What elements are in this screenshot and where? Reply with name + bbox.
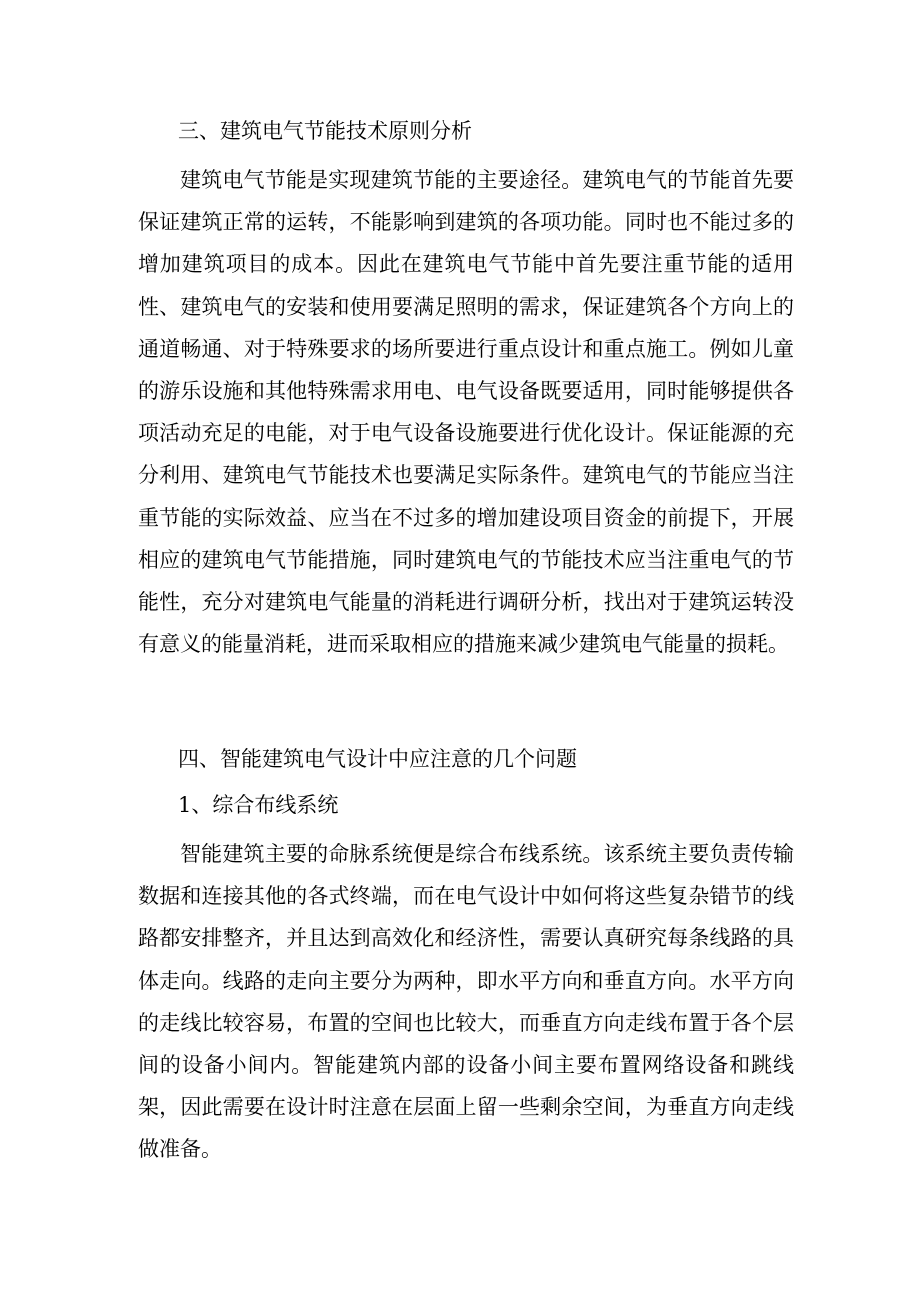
section-four-heading: 四、智能建筑电气设计中应注意的几个问题 (178, 747, 577, 771)
section-three-heading: 三、建筑电气节能技术原则分析 (178, 119, 472, 143)
subsection-one-heading: 1、综合布线系统 (178, 793, 339, 817)
section-three-paragraph: 建筑电气节能是实现建筑节能的主要途径。建筑电气的节能首先要保证建筑正常的运转，不能影响到建筑的各项功能。同时也不能过多的增加建筑项目的成本。因此在建筑电气节能中首先要注重节能的适用性、建筑电气的安装和使用要满足照明的需求，保证建筑各个方向上的通道畅通、对于特殊要求的场所要进行重点设计和重点施工。例如儿童的游乐设施和其他特殊需求用电、电气设备既要适用，同时能够提供各项活动充足的电能，对于电气设备设施要进行优化设计。保证能源的充分利用、建筑电气节能技术也要满足实际条件。建筑电气的节能应当注重节能的实际效益、应当在不过多的增加建设项目资金的前提下，开展相应的建筑电气节能措施，同时建筑电气的节能技术应当注重电气的节能性，充分对建筑电气能量的消耗进行调研分析，找出对于建筑运转没有意义的能量消耗，进而采取相应的措施来减少建筑电气能量的损耗。 (138, 168, 794, 657)
subsection-one-paragraph: 智能建筑主要的命脉系统便是综合布线系统。该系统主要负责传输数据和连接其他的各式终端，而在电气设计中如何将这些复杂错节的线路都安排整齐，并且达到高效化和经济性，需要认真研究每条线路的具体走向。线路的走向主要分为两种，即水平方向和垂直方向。水平方向的走线比较容易，布置的空间也比较大，而垂直方向走线布置于各个层间的设备小间内。智能建筑内部的设备小间主要布置网络设备和跳线架，因此需要在设计时注意在层面上留一些剩余空间，为垂直方向走线做准备。 (138, 842, 794, 1162)
